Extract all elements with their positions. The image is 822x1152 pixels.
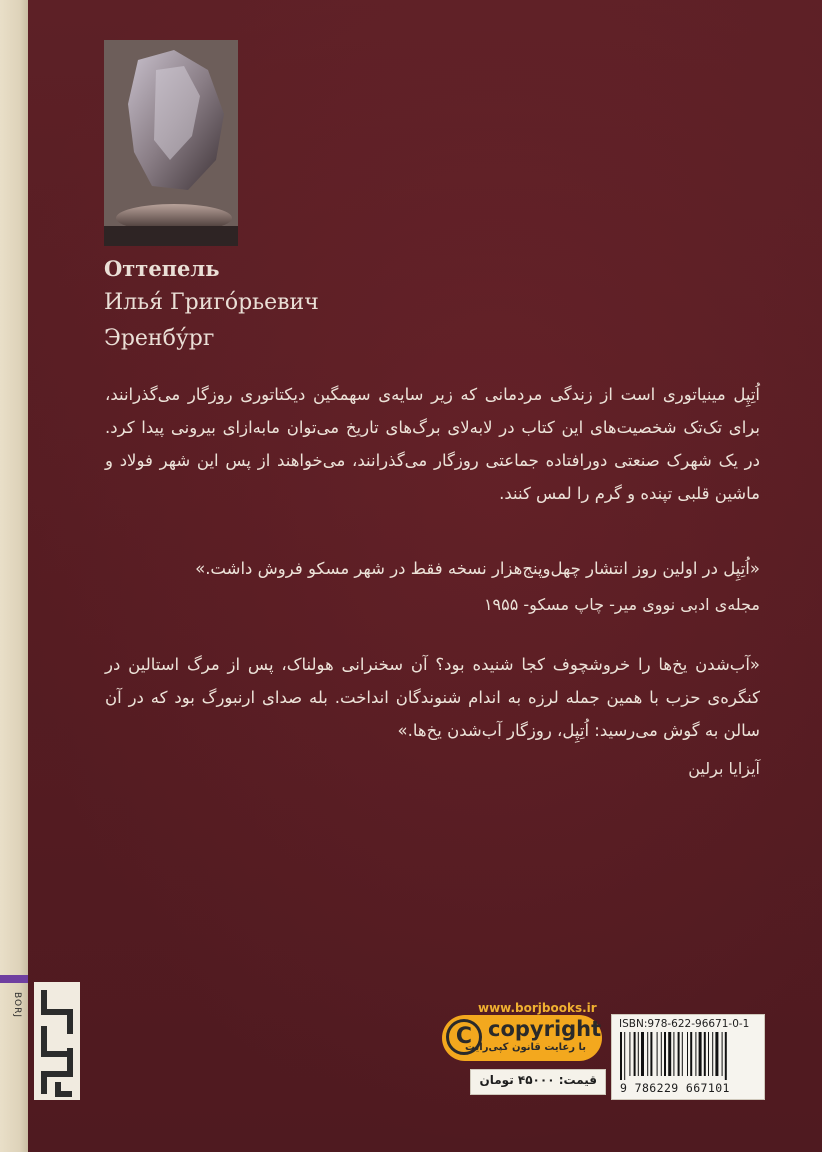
quote-source-2: آیزایا برلین bbox=[688, 759, 760, 778]
isbn-label: ISBN:978-622-96671-0-1 bbox=[619, 1018, 750, 1030]
copyright-icon: C bbox=[446, 1019, 482, 1055]
russian-title: Оттепель bbox=[104, 256, 220, 281]
price-box bbox=[470, 1069, 606, 1095]
barcode-bar bbox=[712, 1032, 713, 1076]
russian-author-last-name: Эренбу́рг bbox=[104, 326, 215, 351]
copyright-word: copyright bbox=[488, 1017, 602, 1041]
spine-stripe bbox=[0, 975, 28, 983]
barcode-bar bbox=[641, 1032, 644, 1076]
quote-source-1: مجله‌ی ادبی نووی میر- چاپ مسکو- ۱۹۵۵ bbox=[483, 595, 760, 614]
barcode-bar bbox=[725, 1032, 727, 1080]
copyright-badge bbox=[442, 1015, 602, 1061]
barcode-bar bbox=[629, 1032, 630, 1076]
russian-author-first-name: Илья́ Григо́рьевич bbox=[104, 290, 319, 315]
price-label: قیمت: ۴۵۰۰۰ تومان bbox=[479, 1073, 597, 1087]
barcode-digits: 9 786229 667101 bbox=[620, 1081, 730, 1095]
barcode-bar bbox=[620, 1032, 622, 1080]
barcode-bar bbox=[699, 1032, 702, 1076]
barcode-bar bbox=[722, 1032, 723, 1076]
barcode-bar bbox=[668, 1032, 671, 1076]
spine-edge bbox=[0, 0, 28, 1152]
quote-text-2: «آب‌شدن یخ‌ها را خروشچوف کجا شنیده بود؟ آن سخنرانی هولناک، پس از مرگ استالین در کنگره‌ی حزب با همین جمله لرزه به اندام شنوندگان انداخت. بله صدای ارنبورگ بود که در آن سالن به گوش می‌رسید: اُتِپِل، روزگار آب‌شدن یخ‌ها.» bbox=[105, 655, 760, 740]
barcode-bar bbox=[678, 1032, 680, 1076]
barcode-bar bbox=[704, 1032, 706, 1076]
barcode-bar bbox=[647, 1032, 648, 1076]
barcode-bar bbox=[634, 1032, 636, 1076]
barcode-bar bbox=[695, 1032, 696, 1076]
publisher-logo bbox=[12, 982, 80, 1100]
isbn-box bbox=[611, 1014, 765, 1100]
barcode-bar bbox=[708, 1032, 709, 1076]
barcode-bar bbox=[657, 1032, 658, 1076]
cover-photo bbox=[104, 40, 238, 246]
copyright-subtitle: با رعایت قانون کپی‌رایت bbox=[464, 1042, 586, 1053]
blurb-paragraph: اُتِپِل مینیاتوری است از زندگی مردمانی که زیر سایه‌ی سهمگین دیکتاتوری روزگار می‌گذرانند، برای تک‌تک شخصیت‌های این کتاب در لابه‌لای برگ‌های تاریخ می‌توان مابه‌ازای بیرونی پیدا کرد. در یک شهرک صنعتی دورافتاده جماعتی روزگار می‌گذرانند، می‌خواهند از پس این شهر فولاد و ماشین قلبی تپنده و گرم را لمس کنند. bbox=[105, 385, 760, 503]
barcode-bar bbox=[650, 1032, 652, 1076]
barcode-bar bbox=[687, 1032, 688, 1076]
publisher-logo-text: BORJ bbox=[12, 992, 22, 1019]
barcode-bar bbox=[664, 1032, 666, 1076]
barcode bbox=[618, 1032, 758, 1080]
barcode-bar bbox=[673, 1032, 674, 1076]
barcode-bar bbox=[690, 1032, 692, 1076]
barcode-bar bbox=[661, 1032, 662, 1076]
barcode-bar bbox=[638, 1032, 639, 1076]
quote-text-1: «اُتِپِل در اولین روز انتشار چهل‌وپنج‌هزار نسخه فقط در شهر مسکو فروش داشت.» bbox=[195, 559, 760, 578]
publisher-website: www.borjbooks.ir bbox=[478, 1001, 597, 1015]
barcode-bar bbox=[715, 1032, 718, 1076]
barcode-bar bbox=[624, 1032, 625, 1080]
barcode-bar bbox=[682, 1032, 683, 1076]
